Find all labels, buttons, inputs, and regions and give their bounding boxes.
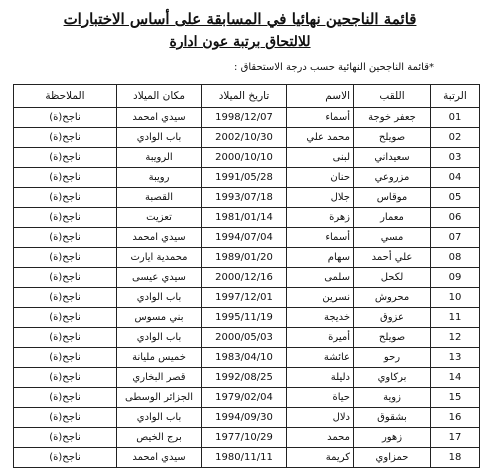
cell-rank: 06 (431, 208, 480, 228)
cell-remark: ناجح(ة) (14, 408, 117, 428)
cell-remark: ناجح(ة) (14, 208, 117, 228)
cell-birth-place: رويبة (117, 168, 202, 188)
cell-birth-date: 1994/09/30 (202, 408, 287, 428)
cell-first-name: محمد (287, 428, 354, 448)
cell-birth-place: القصبة (117, 188, 202, 208)
header-last-name: اللقب (354, 85, 431, 108)
cell-first-name: دليلة (287, 368, 354, 388)
cell-remark: ناجح(ة) (14, 128, 117, 148)
cell-last-name: لكحل (354, 268, 431, 288)
cell-remark: ناجح(ة) (14, 168, 117, 188)
cell-birth-place: الرويبة (117, 148, 202, 168)
table-row (14, 388, 480, 408)
cell-last-name: زهور (354, 428, 431, 448)
cell-rank: 05 (431, 188, 480, 208)
table-body (14, 108, 480, 468)
table-row (14, 208, 480, 228)
header-birth-place: مكان الميلاد (117, 85, 202, 108)
cell-birth-date: 1993/07/18 (202, 188, 287, 208)
cell-birth-date: 2002/10/30 (202, 128, 287, 148)
cell-birth-date: 1977/10/29 (202, 428, 287, 448)
cell-last-name: مزروعي (354, 168, 431, 188)
cell-remark: ناجح(ة) (14, 368, 117, 388)
cell-last-name: جعفر خوجة (354, 108, 431, 128)
results-table (13, 84, 480, 468)
cell-rank: 10 (431, 288, 480, 308)
cell-rank: 11 (431, 308, 480, 328)
cell-birth-place: الجزائر الوسطى (117, 388, 202, 408)
cell-remark: ناجح(ة) (14, 388, 117, 408)
cell-first-name: حياة (287, 388, 354, 408)
table-row (14, 328, 480, 348)
cell-birth-place: برج الخيص (117, 428, 202, 448)
cell-birth-date: 1979/02/04 (202, 388, 287, 408)
cell-rank: 09 (431, 268, 480, 288)
cell-first-name: كريمة (287, 448, 354, 468)
cell-first-name: خديجة (287, 308, 354, 328)
cell-rank: 04 (431, 168, 480, 188)
cell-remark: ناجح(ة) (14, 268, 117, 288)
cell-birth-place: بني مسوس (117, 308, 202, 328)
cell-rank: 17 (431, 428, 480, 448)
cell-first-name: زهرة (287, 208, 354, 228)
cell-last-name: علي أحمد (354, 248, 431, 268)
cell-first-name: سهام (287, 248, 354, 268)
table-row (14, 188, 480, 208)
cell-birth-place: سيدي عيسى (117, 268, 202, 288)
cell-last-name: رحو (354, 348, 431, 368)
cell-last-name: بشقوق (354, 408, 431, 428)
cell-first-name: أسماء (287, 228, 354, 248)
cell-birth-date: 1980/11/11 (202, 448, 287, 468)
list-caption: *قائمة الناجحين النهائية حسب درجة الاستحقاق : (234, 62, 434, 73)
cell-remark: ناجح(ة) (14, 108, 117, 128)
cell-birth-place: باب الوادي (117, 288, 202, 308)
cell-birth-date: 1992/08/25 (202, 368, 287, 388)
cell-birth-place: تعزيت (117, 208, 202, 228)
cell-birth-place: خميس مليانة (117, 348, 202, 368)
cell-first-name: جلال (287, 188, 354, 208)
table-header-row (14, 85, 480, 108)
cell-first-name: محمد علي (287, 128, 354, 148)
cell-rank: 16 (431, 408, 480, 428)
table-row (14, 248, 480, 268)
cell-birth-date: 1991/05/28 (202, 168, 287, 188)
cell-first-name: لبنى (287, 148, 354, 168)
cell-remark: ناجح(ة) (14, 328, 117, 348)
cell-rank: 07 (431, 228, 480, 248)
cell-last-name: مسي (354, 228, 431, 248)
cell-last-name: محروش (354, 288, 431, 308)
header-birth-date: تاريخ الميلاد (202, 85, 287, 108)
cell-rank: 18 (431, 448, 480, 468)
header-rank: الرتبة (431, 85, 480, 108)
cell-last-name: زوية (354, 388, 431, 408)
cell-remark: ناجح(ة) (14, 248, 117, 268)
cell-remark: ناجح(ة) (14, 228, 117, 248)
cell-birth-date: 1997/12/01 (202, 288, 287, 308)
document-title: قائمة الناجحين نهائيا في المسابقة على أساس الاختبارات (63, 10, 417, 28)
table-row (14, 288, 480, 308)
cell-birth-place: قصر البخاري (117, 368, 202, 388)
cell-rank: 14 (431, 368, 480, 388)
cell-last-name: بركاوي (354, 368, 431, 388)
cell-first-name: عائشة (287, 348, 354, 368)
cell-birth-place: سيدي امحمد (117, 108, 202, 128)
cell-birth-date: 2000/12/16 (202, 268, 287, 288)
table-row (14, 348, 480, 368)
cell-remark: ناجح(ة) (14, 448, 117, 468)
table-row (14, 308, 480, 328)
cell-remark: ناجح(ة) (14, 288, 117, 308)
cell-birth-place: سيدي امحمد (117, 448, 202, 468)
cell-remark: ناجح(ة) (14, 348, 117, 368)
cell-rank: 02 (431, 128, 480, 148)
cell-last-name: حمزاوي (354, 448, 431, 468)
cell-birth-place: سيدي امحمد (117, 228, 202, 248)
cell-remark: ناجح(ة) (14, 188, 117, 208)
cell-last-name: عزوق (354, 308, 431, 328)
cell-birth-date: 1995/11/19 (202, 308, 287, 328)
cell-remark: ناجح(ة) (14, 148, 117, 168)
cell-birth-date: 1983/04/10 (202, 348, 287, 368)
cell-rank: 08 (431, 248, 480, 268)
cell-birth-date: 1994/07/04 (202, 228, 287, 248)
cell-first-name: نسرين (287, 288, 354, 308)
cell-rank: 01 (431, 108, 480, 128)
table-row (14, 428, 480, 448)
cell-first-name: أميرة (287, 328, 354, 348)
table-row (14, 448, 480, 468)
table-row (14, 128, 480, 148)
header-first-name: الاسم (287, 85, 354, 108)
cell-last-name: صويلح (354, 128, 431, 148)
cell-birth-date: 1981/01/14 (202, 208, 287, 228)
table-row (14, 368, 480, 388)
cell-birth-place: باب الوادي (117, 408, 202, 428)
table-row (14, 228, 480, 248)
cell-birth-place: باب الوادي (117, 128, 202, 148)
cell-remark: ناجح(ة) (14, 428, 117, 448)
cell-birth-date: 1989/01/20 (202, 248, 287, 268)
table-row (14, 108, 480, 128)
cell-first-name: دلال (287, 408, 354, 428)
table-row (14, 268, 480, 288)
table-row (14, 408, 480, 428)
cell-rank: 13 (431, 348, 480, 368)
cell-last-name: معمار (354, 208, 431, 228)
cell-rank: 15 (431, 388, 480, 408)
cell-rank: 12 (431, 328, 480, 348)
cell-birth-place: محمدية ايارت (117, 248, 202, 268)
cell-first-name: حنان (287, 168, 354, 188)
cell-rank: 03 (431, 148, 480, 168)
cell-last-name: موقاس (354, 188, 431, 208)
header-remark: الملاحظة (14, 85, 117, 108)
cell-remark: ناجح(ة) (14, 308, 117, 328)
cell-birth-date: 2000/05/03 (202, 328, 287, 348)
cell-last-name: سعيداني (354, 148, 431, 168)
cell-last-name: صويلح (354, 328, 431, 348)
cell-birth-date: 2000/10/10 (202, 148, 287, 168)
table-row (14, 148, 480, 168)
cell-birth-place: باب الوادي (117, 328, 202, 348)
cell-first-name: أسماء (287, 108, 354, 128)
cell-birth-date: 1998/12/07 (202, 108, 287, 128)
cell-first-name: سلمى (287, 268, 354, 288)
table-row (14, 168, 480, 188)
document-subtitle-title: للالتحاق برتبة عون ادارة (169, 34, 311, 50)
